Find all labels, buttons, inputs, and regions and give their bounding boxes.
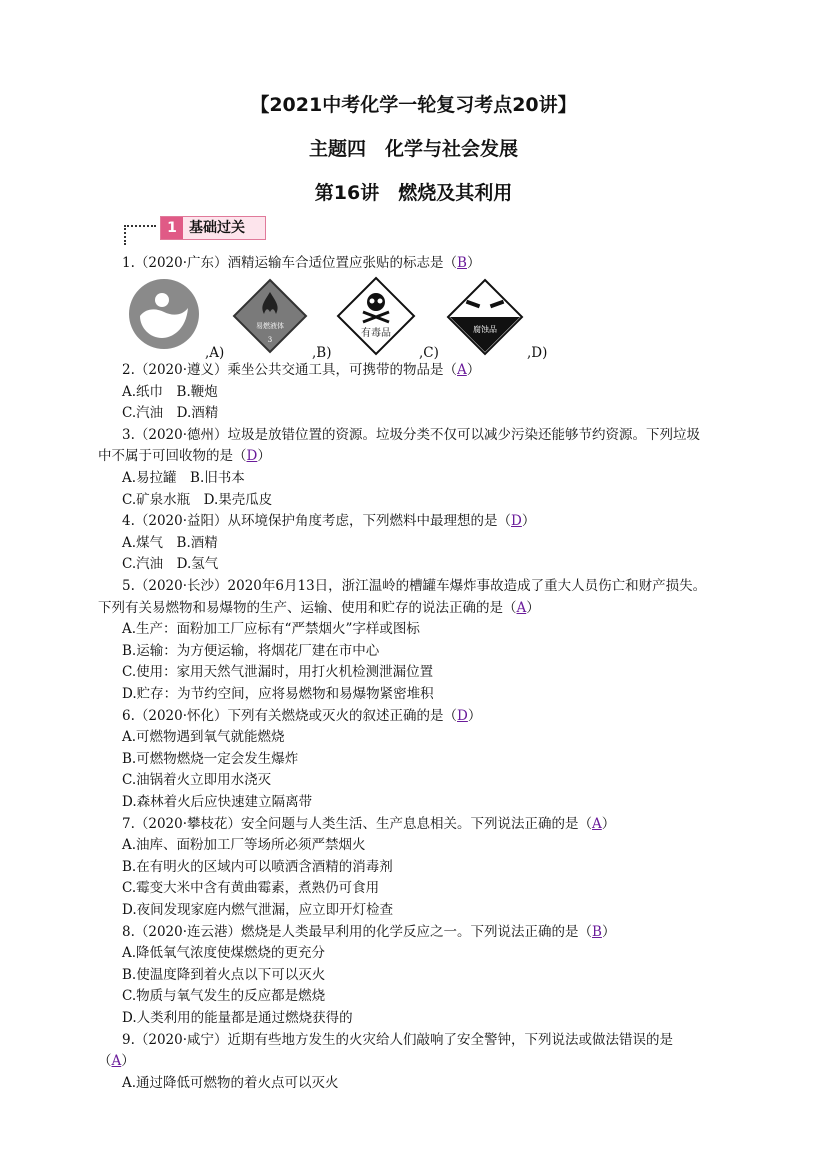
text-line: B.运输：为方便运输，将烟花厂建在市中心 [122, 642, 380, 659]
svg-text:易燃液体: 易燃液体 [256, 322, 284, 330]
text-line: B.可燃物燃烧一定会发生爆炸 [122, 750, 299, 767]
text-line: C.汽油 D.氢气 [122, 556, 219, 573]
text-line: D.贮存：为节约空间，应将易燃物和易爆物紧密堆积 [122, 686, 434, 702]
answer-mark: D [457, 707, 468, 724]
answer-mark: A [457, 362, 467, 378]
option-b-label: ,B) [312, 345, 332, 361]
text-line: C.汽油 D.酒精 [122, 405, 219, 422]
text-line: A.煤气 B.酒精 [122, 534, 218, 551]
question-stem: 4.（2020·益阳）从环境保护角度考虑，下列燃料中最理想的是（D） [122, 513, 536, 530]
text-line: C.使用：家用天然气泄漏时，用打火机检测泄漏位置 [122, 664, 434, 681]
section-header [122, 216, 292, 246]
text-line: D.夜间发现家庭内燃气泄漏，应立即开灯检查 [122, 902, 394, 918]
text-line: C.油锅着火立即用水浇灭 [122, 772, 272, 789]
alcohol-logo-icon [126, 278, 202, 350]
theme-title: 主题四 化学与社会发展 [308, 138, 518, 160]
text-line: A.可燃物遇到氧气就能燃烧 [122, 729, 285, 746]
text-line: A.降低氧气浓度使煤燃烧的更充分 [122, 945, 326, 962]
text-line: C.矿泉水瓶 D.果壳瓜皮 [122, 491, 273, 508]
text-line: A.纸巾 B.鞭炮 [122, 383, 218, 400]
text-line: A.通过降低可燃物的着火点可以灭火 [122, 1074, 339, 1091]
text-line: B.在有明火的区域内可以喷洒含酒精的消毒剂 [122, 858, 393, 875]
text-line: 中不属于可回收物的是（D） [98, 448, 271, 465]
lesson-title: 第16讲 燃烧及其利用 [314, 182, 513, 204]
question-stem: 9.（2020·咸宁）近期有些地方发生的火灾给人们敲响了安全警钟，下列说法或做法错误的是 [122, 1031, 674, 1048]
text-line: A.易拉罐 B.旧书本 [122, 470, 245, 486]
answer-mark: A [592, 815, 602, 832]
q1-answer: B [457, 255, 467, 271]
question-stem: 2.（2020·遵义）乘坐公共交通工具，可携带的物品是（A） [122, 362, 481, 378]
question-stem: 8.（2020·连云港）燃烧是人类最早利用的化学反应之一。下列说法正确的是（B） [122, 923, 616, 940]
text-line: 下列有关易燃物和易爆物的生产、运输、使用和贮存的说法正确的是（A） [98, 599, 540, 616]
section-label: 基础过关 [189, 220, 245, 236]
text-line: C.霉变大米中含有黄曲霉素，煮熟仍可食用 [122, 880, 380, 897]
answer-mark: B [592, 923, 602, 940]
toxic-sign-icon [336, 276, 416, 356]
question-stem: 5.（2020·长沙）2020年6月13日，浙江温岭的槽罐车爆炸事故造成了重大人员伤亡和财产损失。 [122, 578, 707, 594]
option-d-label: ,D) [527, 345, 548, 361]
q1-stem: 1.（2020·广东）酒精运输车合适位置应张贴的标志是（B） [122, 255, 481, 271]
svg-text:有毒品: 有毒品 [361, 328, 391, 339]
option-c-label: ,C) [419, 345, 439, 361]
question-stem: 3.（2020·德州）垃圾是放错位置的资源。垃圾分类不仅可以减少污染还能够节约资源。下列垃圾 [122, 426, 701, 443]
answer-mark: A [516, 599, 527, 616]
section-number: 1 [161, 217, 183, 239]
text-line: D.森林着火后应快速建立隔离带 [122, 794, 313, 810]
svg-text:腐蚀品: 腐蚀品 [473, 325, 497, 334]
flammable-liquid-sign-icon [232, 278, 308, 354]
answer-mark: D [511, 513, 522, 530]
option-a-label: ,A) [205, 345, 225, 361]
answer-mark: A [111, 1053, 122, 1070]
text-line: A.油库、面粉加工厂等场所必须严禁烟火 [122, 837, 366, 854]
series-title: 【2021中考化学一轮复习考点20讲】 [250, 94, 577, 116]
text-line: D.人类利用的能量都是通过燃烧获得的 [122, 1010, 353, 1026]
text-line: （A） [98, 1053, 135, 1070]
question-stem: 6.（2020·怀化）下列有关燃烧或灭火的叙述正确的是（D） [122, 707, 482, 724]
answer-mark: D [246, 448, 258, 465]
text-line: C.物质与氧气发生的反应都是燃烧 [122, 988, 326, 1005]
corrosive-sign-icon [446, 278, 524, 356]
text-line: A.生产：面粉加工厂应标有“严禁烟火”字样或图标 [122, 621, 420, 638]
question-stem: 7.（2020·攀枝花）安全问题与人类生活、生产息息相关。下列说法正确的是（A） [122, 815, 616, 832]
text-line: B.使温度降到着火点以下可以灭火 [122, 966, 326, 983]
svg-text:3: 3 [267, 336, 273, 344]
